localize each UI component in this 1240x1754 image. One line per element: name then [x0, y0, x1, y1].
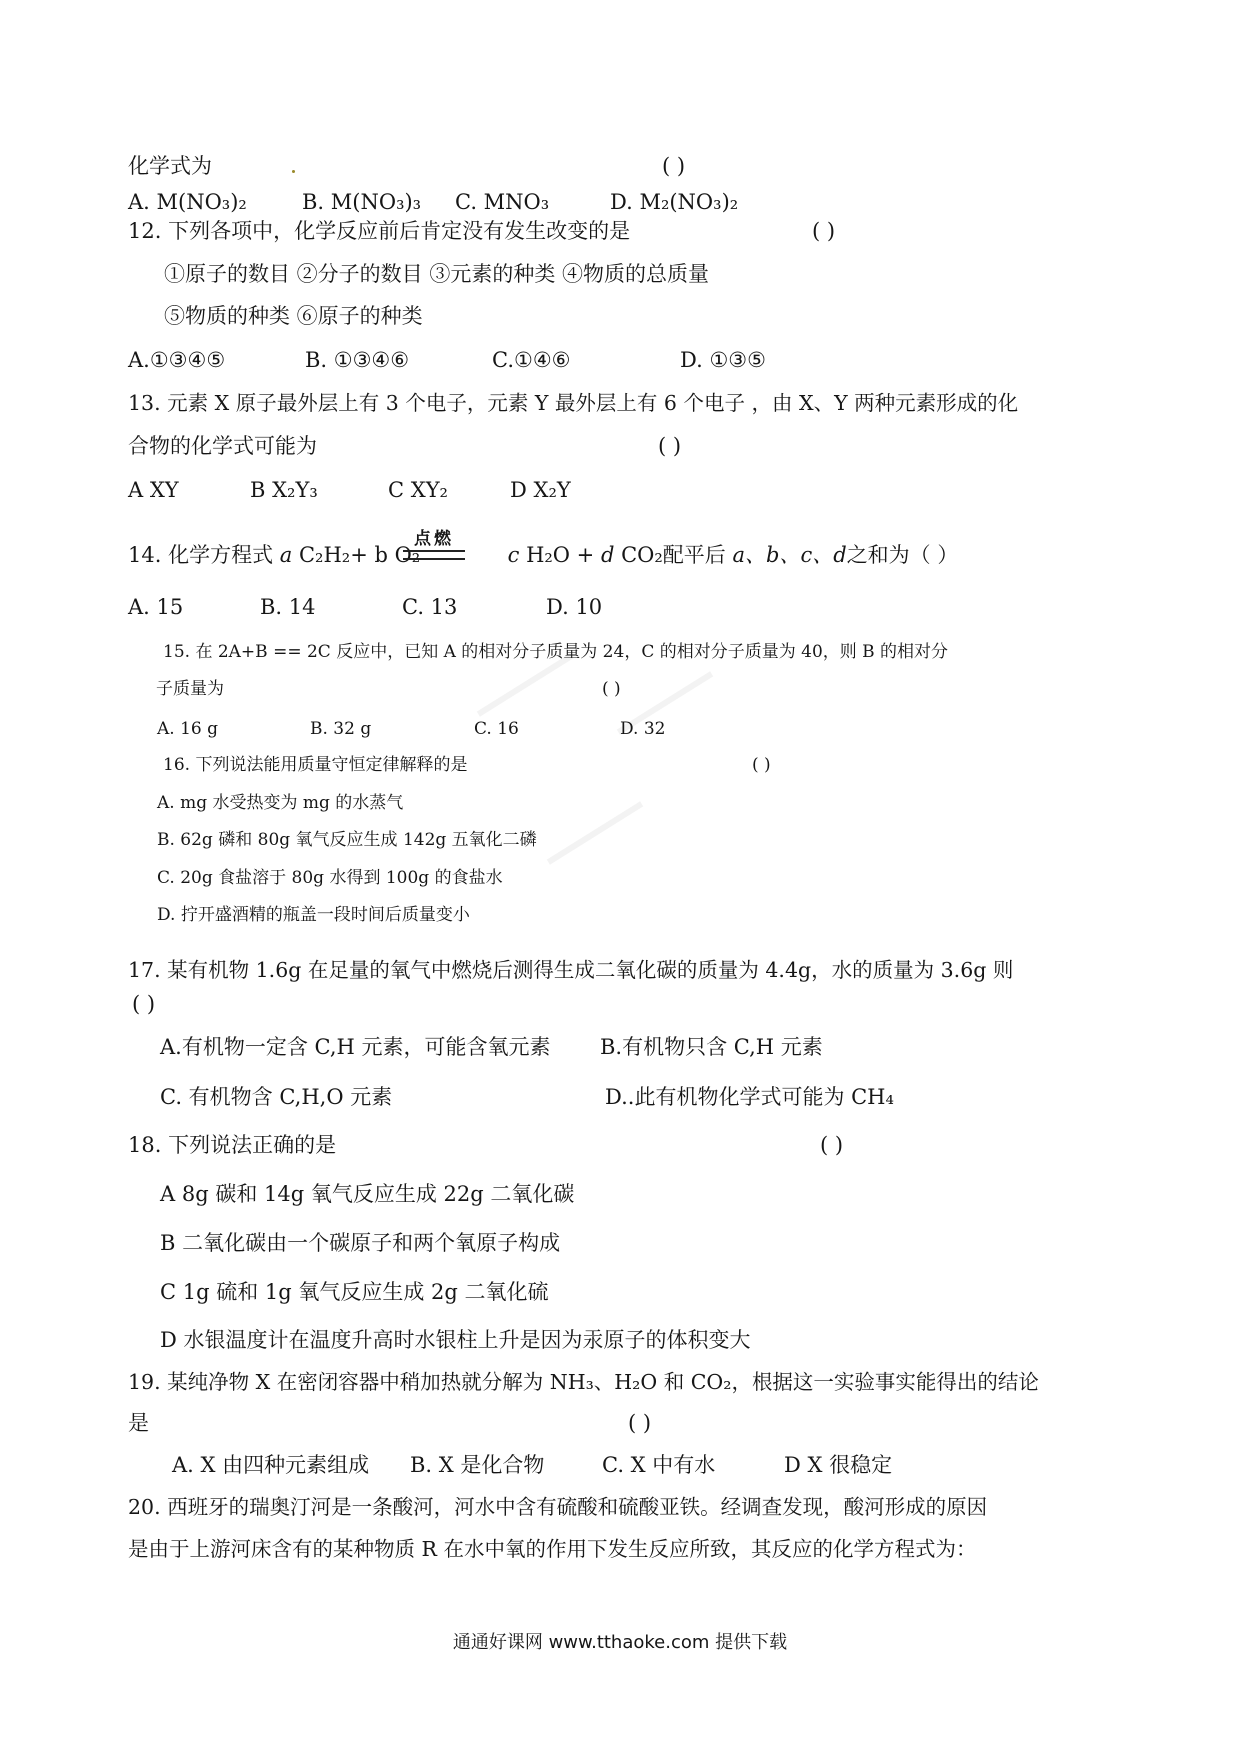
q19-option-c: C. X 中有水	[602, 1453, 716, 1477]
q14-product-water: H₂O +	[526, 543, 601, 567]
q20-line1: 20. 西班牙的瑞奥汀河是一条酸河，河水中含有硫酸和硫酸亚铁。经调查发现，酸河形成的原因	[128, 1495, 988, 1519]
q16-option-a: A. mg 水受热变为 mg 的水蒸气	[157, 793, 404, 813]
q16-option-c: C. 20g 食盐溶于 80g 水得到 100g 的食盐水	[157, 868, 503, 888]
q14-product-co2: CO₂配平后	[621, 543, 726, 567]
q18-option-d: D 水银温度计在温度升高时水银柱上升是因为汞原子的体积变大	[160, 1328, 751, 1352]
q13-stem-line2: 合物的化学式可能为	[128, 434, 317, 458]
q13-paren: ( )	[658, 434, 682, 458]
q15-option-a: A. 16 g	[157, 719, 219, 739]
q15-option-b: B. 32 g	[310, 719, 372, 739]
q19-stem-line2: 是	[128, 1411, 149, 1435]
q17-option-b: B.有机物只含 C,H 元素	[600, 1035, 823, 1059]
q14-reactants: C₂H₂+ b O₂	[298, 543, 421, 567]
q14-coef-d: d	[600, 543, 615, 567]
q14-coef-a: a	[279, 543, 293, 567]
q16-paren: ( )	[752, 755, 771, 775]
q19-option-b: B. X 是化合物	[410, 1453, 545, 1477]
page-footer: 通通好课网 www.tthaoke.com 提供下载	[452, 1632, 788, 1653]
q14-coef-c: c	[507, 543, 520, 567]
q13-option-c: C XY₂	[388, 478, 448, 502]
q14-option-a: A. 15	[128, 595, 184, 619]
q11-option-b: B. M(NO₃)₃	[302, 190, 422, 214]
q20-line2: 是由于上游河床含有的某种物质 R 在水中氧的作用下发生反应所致，其反应的化学方程式为：	[128, 1537, 977, 1561]
q11-option-a: A. M(NO₃)₂	[128, 190, 247, 214]
q14-prefix: 14. 化学方程式	[128, 543, 274, 567]
q17-option-c: C. 有机物含 C,H,O 元素	[160, 1085, 393, 1109]
q12-option-a: A.①③④⑤	[128, 348, 226, 372]
q12-paren: ( )	[812, 219, 836, 243]
q14-option-d: D. 10	[546, 595, 603, 619]
q16-option-b: B. 62g 磷和 80g 氧气反应生成 142g 五氧化二磷	[157, 830, 537, 850]
q15-option-c: C. 16	[474, 719, 519, 739]
q16-stem: 16. 下列说法能用质量守恒定律解释的是	[163, 755, 468, 775]
q17-paren: ( )	[132, 992, 156, 1016]
q13-option-a: A XY	[128, 478, 179, 502]
q14-option-b: B. 14	[260, 595, 316, 619]
q12-option-d: D. ①③⑤	[680, 348, 766, 372]
q17-option-a: A.有机物一定含 C,H 元素，可能含氧元素	[160, 1035, 551, 1059]
q14-sum-vars: a、b、c、d	[732, 543, 847, 567]
q19-option-a: A. X 由四种元素组成	[172, 1453, 370, 1477]
q12-option-c: C.①④⑥	[492, 348, 571, 372]
q19-stem-line1: 19. 某纯净物 X 在密闭容器中稍加热就分解为 NH₃、H₂O 和 CO₂，根据这一实验事实能得出的结论	[128, 1370, 1039, 1394]
q11-paren: ( )	[662, 154, 686, 178]
q17-option-d: D..此有机物化学式可能为 CH₄	[605, 1085, 894, 1109]
q18-option-b: B 二氧化碳由一个碳原子和两个氧原子构成	[160, 1231, 561, 1255]
q11-stem-tail: 化学式为	[128, 154, 212, 178]
q15-stem-line2: 子质量为	[156, 679, 224, 699]
q12-option-b: B. ①③④⑥	[305, 348, 410, 372]
q19-option-d: D X 很稳定	[784, 1453, 893, 1477]
watermark-smudge	[547, 801, 643, 864]
q12-items-line1: ①原子的数目 ②分子的数目 ③元素的种类 ④物质的总质量	[164, 262, 710, 286]
q16-option-d: D. 拧开盛酒精的瓶盖一段时间后质量变小	[157, 905, 470, 925]
watermark-smudge	[477, 653, 573, 716]
q15-stem-line1: 15. 在 2A+B == 2C 反应中，已知 A 的相对分子质量为 24，C 的相对分子质量为 40，则 B 的相对分	[163, 642, 949, 662]
q17-stem: 17. 某有机物 1.6g 在足量的氧气中燃烧后测得生成二氧化碳的质量为 4.4g，水的质量为 3.6g 则	[128, 958, 1014, 982]
q19-paren: ( )	[628, 1411, 652, 1435]
q13-option-b: B X₂Y₃	[250, 478, 318, 502]
q13-option-d: D X₂Y	[510, 478, 571, 502]
q11-option-d: D. M₂(NO₃)₂	[610, 190, 739, 214]
q18-option-c: C 1g 硫和 1g 氧气反应生成 2g 二氧化硫	[160, 1280, 549, 1304]
arrow-condition: 点燃	[414, 529, 454, 549]
q18-option-a: A 8g 碳和 14g 氧气反应生成 22g 二氧化碳	[160, 1182, 575, 1206]
reaction-arrow-icon	[403, 524, 465, 560]
q11-option-c: C. MNO₃	[455, 190, 550, 214]
q13-stem-line1: 13. 元素 X 原子最外层上有 3 个电子，元素 Y 最外层上有 6 个电子 ，由 X、Y 两种元素形成的化	[128, 391, 1019, 415]
q12-stem: 12. 下列各项中，化学反应前后肯定没有发生改变的是	[128, 219, 631, 243]
q14-equation	[128, 545, 958, 566]
scan-speck	[292, 170, 295, 173]
q12-items-line2: ⑤物质的种类 ⑥原子的种类	[164, 304, 423, 328]
q18-stem: 18. 下列说法正确的是	[128, 1133, 337, 1157]
q15-option-d: D. 32	[620, 719, 666, 739]
q14-suffix: 之和为（ ）	[846, 543, 959, 567]
q14-option-c: C. 13	[402, 595, 458, 619]
q15-paren: ( )	[602, 679, 621, 699]
q18-paren: ( )	[820, 1133, 844, 1157]
